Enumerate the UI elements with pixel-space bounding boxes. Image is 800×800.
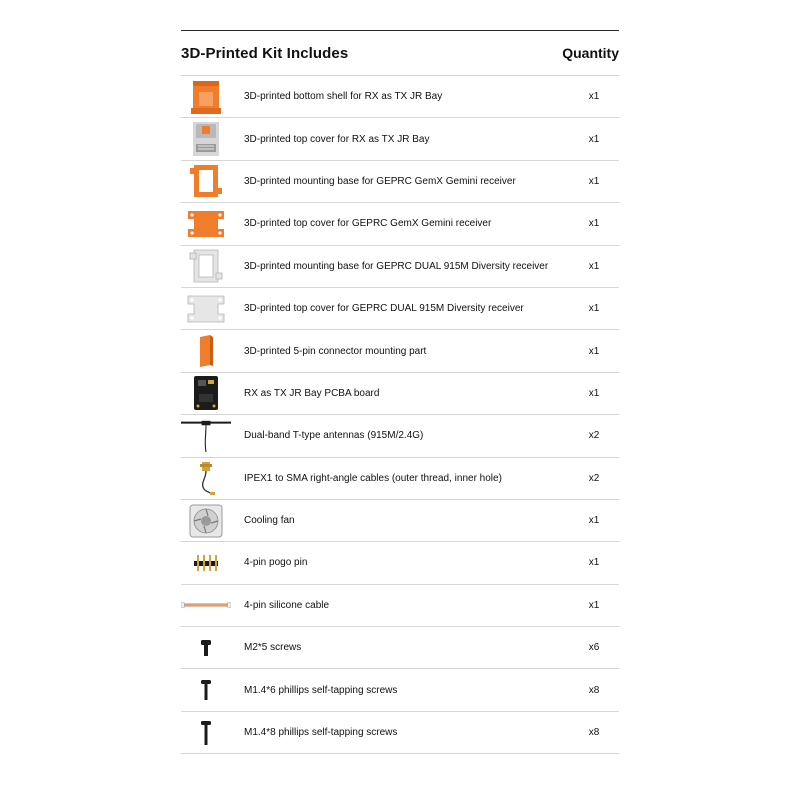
t-antenna-icon: [181, 416, 231, 456]
item-quantity: x1: [588, 345, 600, 357]
item-quantity: x8: [588, 684, 600, 696]
item-name: 3D-printed 5-pin connector mounting part: [244, 345, 427, 357]
screw-medium-icon: [181, 670, 231, 710]
screw-short-icon: [181, 628, 231, 668]
cooling-fan-icon: [181, 501, 231, 541]
table-row: [181, 76, 619, 118]
screw-long-icon: [181, 713, 231, 753]
table-row: [181, 500, 619, 542]
white-mounting-base-icon: [181, 246, 231, 286]
item-name: Cooling fan: [244, 515, 295, 527]
item-name: 4-pin silicone cable: [244, 599, 330, 611]
item-name: 3D-printed top cover for GEPRC DUAL 915M Diversity receiver: [244, 303, 524, 315]
item-quantity: x6: [588, 642, 600, 654]
item-quantity: x1: [588, 218, 600, 230]
orange-top-cover-icon: [181, 204, 231, 244]
table-row: [181, 669, 619, 711]
table-row: [181, 585, 619, 627]
table-row: [181, 542, 619, 584]
item-name: M2*5 screws: [244, 642, 302, 654]
item-quantity: x1: [588, 387, 600, 399]
table-row: [181, 161, 619, 203]
pogo-pin-icon: [181, 543, 231, 583]
item-quantity: x1: [588, 303, 600, 315]
item-name: 3D-printed top cover for RX as TX JR Bay: [244, 133, 430, 145]
item-name: 3D-printed bottom shell for RX as TX JR Bay: [244, 91, 443, 103]
orange-connector-part-icon: [181, 331, 231, 371]
gray-top-cover-icon: [181, 119, 231, 159]
item-name: 3D-printed mounting base for GEPRC GemX Gemini receiver: [244, 175, 516, 187]
orange-bottom-shell-icon: [181, 77, 231, 117]
table-title: 3D-Printed Kit Includes: [181, 44, 349, 62]
table-row: [181, 712, 619, 754]
item-name: 3D-printed top cover for GEPRC GemX Gemini receiver: [244, 218, 492, 230]
pcba-board-icon: [181, 373, 231, 413]
table-row: [181, 415, 619, 457]
table-row: [181, 458, 619, 500]
item-quantity: x2: [588, 430, 600, 442]
item-name: M1.4*8 phillips self-tapping screws: [244, 727, 398, 739]
sma-cable-icon: [181, 458, 231, 498]
table-row: [181, 118, 619, 160]
table-row: [181, 203, 619, 245]
item-name: Dual-band T-type antennas (915M/2.4G): [244, 430, 424, 442]
item-quantity: x1: [588, 175, 600, 187]
table-row: [181, 246, 619, 288]
silicone-cable-icon: [181, 585, 231, 625]
item-quantity: x1: [588, 91, 600, 103]
table-row: [181, 373, 619, 415]
kit-contents-table: [181, 30, 619, 754]
item-name: M1.4*6 phillips self-tapping screws: [244, 684, 398, 696]
item-name: 4-pin pogo pin: [244, 557, 308, 569]
item-quantity: x8: [588, 727, 600, 739]
item-name: 3D-printed mounting base for GEPRC DUAL 915M Diversity receiver: [244, 260, 549, 272]
table-header: [181, 31, 619, 76]
table-row: [181, 330, 619, 372]
item-quantity: x2: [588, 472, 600, 484]
table-row: [181, 627, 619, 669]
item-quantity: x1: [588, 599, 600, 611]
item-quantity: x1: [588, 133, 600, 145]
white-top-cover-icon: [181, 289, 231, 329]
quantity-header: Quantity: [562, 45, 619, 61]
item-quantity: x1: [588, 260, 600, 272]
orange-mounting-base-icon: [181, 161, 231, 201]
item-name: RX as TX JR Bay PCBA board: [244, 387, 380, 399]
item-quantity: x1: [588, 557, 600, 569]
item-quantity: x1: [588, 515, 600, 527]
item-name: IPEX1 to SMA right-angle cables (outer thread, inner hole): [244, 472, 502, 484]
table-row: [181, 288, 619, 330]
